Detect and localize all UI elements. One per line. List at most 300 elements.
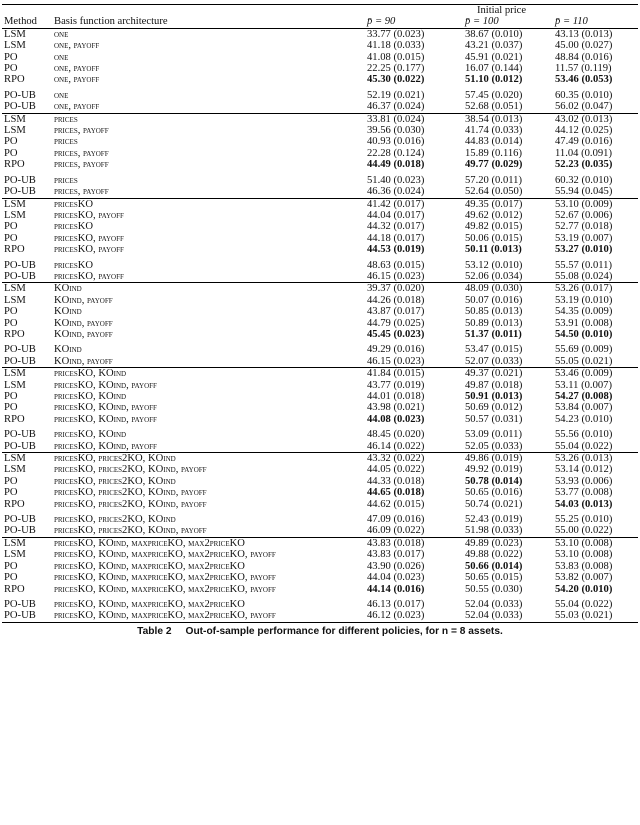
value-cell: 22.28 (0.124) [367,147,425,159]
value-cell: 52.43 (0.019) [465,514,523,526]
basis-cell: pricesKO, KOind, payoff [54,440,157,452]
method-cell: PO [4,560,18,572]
method-cell: LSM [2,198,52,210]
method-cell: PO [4,51,18,63]
value-cell: 53.27 (0.010) [555,244,613,256]
table-row [2,537,638,549]
method-cell: RPO [4,498,25,510]
method-cell: PO [4,391,18,402]
value-cell: 55.69 (0.009) [555,344,613,356]
method-cell: RPO [4,413,25,425]
value-cell: 49.92 (0.019) [465,464,523,476]
table-row [2,414,638,425]
basis-cell: one [54,89,69,101]
value-cell: 55.08 (0.024) [555,270,613,282]
basis-cell: pricesKO, prices2KO, KOind, payoff [54,464,207,476]
table-row [2,318,638,329]
method-cell: RPO [4,244,25,256]
value-cell: 54.23 (0.010) [555,413,613,425]
value-cell: 44.53 (0.019) [367,244,425,256]
value-cell: 44.26 (0.018) [367,294,425,306]
basis-cell: pricesKO, KOind, maxpriceKO, max2priceKO [54,598,245,610]
basis-cell: pricesKO [52,198,365,210]
basis-cell: pricesKO, prices2KO, KOind [54,475,176,487]
method-cell: PO-UB [2,610,52,622]
basis-cell: one, payoff [54,63,100,75]
method-cell: PO [4,487,18,499]
method-cell: LSM [4,209,26,221]
method-cell: PO-UB [4,344,36,356]
value-cell: 43.32 (0.022) [365,453,463,465]
basis-cell: pricesKO, KOind, payoff [54,379,157,391]
value-cell: 48.45 (0.020) [367,429,425,441]
table-row [2,244,638,255]
value-cell: 44.32 (0.017) [367,221,425,233]
table-row-upper-bound [2,175,638,186]
table-row [2,221,638,232]
value-cell: 51.40 (0.023) [367,174,425,186]
value-cell: 39.56 (0.030) [367,125,425,137]
method-cell: PO [4,136,18,148]
table-row-upper-bound [2,271,638,283]
method-cell: PO [4,306,18,318]
basis-cell: pricesKO, KOind, maxpriceKO, max2priceKO, payoff [54,549,276,561]
value-cell: 44.65 (0.018) [367,487,425,499]
value-cell: 53.10 (0.009) [553,198,638,210]
value-cell: 53.77 (0.008) [555,487,613,499]
header-group-row [2,5,638,17]
value-cell: 53.14 (0.012) [555,464,613,476]
table-row [2,40,638,51]
basis-cell: pricesKO, KOind [54,429,127,441]
basis-cell: KOind [54,344,82,356]
value-cell: 43.98 (0.021) [367,402,425,414]
table-row [2,368,638,380]
table-row [2,584,638,595]
value-cell: 41.84 (0.015) [365,368,463,380]
value-cell: 43.87 (0.017) [367,306,425,318]
value-cell: 49.89 (0.023) [463,537,553,549]
value-cell: 44.04 (0.017) [367,209,425,221]
value-cell: 41.18 (0.033) [367,40,425,52]
basis-cell: pricesKO, prices2KO, KOind [54,514,176,526]
value-cell: 55.04 (0.022) [555,598,613,610]
value-cell: 33.81 (0.024) [365,113,463,125]
method-cell: PO [4,63,18,75]
value-cell: 53.93 (0.006) [555,475,613,487]
value-cell: 46.37 (0.024) [367,101,425,113]
value-cell: 49.29 (0.016) [367,344,425,356]
value-cell: 43.02 (0.013) [553,113,638,125]
value-cell: 45.45 (0.023) [367,328,425,340]
value-cell: 46.36 (0.024) [367,186,425,198]
value-cell: 38.67 (0.010) [463,28,553,40]
basis-cell: pricesKO, KOind [54,391,127,402]
value-cell: 50.66 (0.014) [465,560,523,572]
value-cell: 50.55 (0.030) [465,583,523,595]
value-cell: 49.87 (0.018) [465,379,523,391]
basis-cell: pricesKO, KOind, maxpriceKO, max2priceKO, payoff [54,583,276,595]
table-row [2,28,638,40]
method-cell: PO [4,317,18,329]
value-cell: 54.35 (0.009) [555,306,613,318]
method-cell: PO-UB [4,525,36,537]
value-cell: 55.56 (0.010) [555,429,613,441]
table-row [2,233,638,244]
table-row [2,572,638,583]
results-table [2,4,638,623]
value-cell: 46.09 (0.022) [367,525,425,537]
value-cell: 53.11 (0.007) [555,379,612,391]
method-header: Method [2,16,52,28]
value-cell: 50.91 (0.013) [465,391,523,402]
value-cell: 33.77 (0.023) [365,28,463,40]
caption-label: Table 2 [137,625,172,637]
value-cell: 47.49 (0.016) [555,136,613,148]
method-cell: PO-UB [4,89,36,101]
value-cell: 43.90 (0.026) [367,560,425,572]
basis-cell: pricesKO, KOind, payoff [54,413,157,425]
method-cell: PO-UB [4,186,36,198]
basis-cell: KOind, payoff [54,328,113,340]
basis-cell: pricesKO, KOind, maxpriceKO, max2priceKO, payoff [52,610,365,622]
value-cell: 53.47 (0.015) [465,344,523,356]
table-row [2,464,638,475]
value-cell: 44.33 (0.018) [367,475,425,487]
basis-cell: KOind [54,306,82,318]
table-row [2,148,638,159]
value-cell: 60.32 (0.010) [555,174,613,186]
value-cell: 53.26 (0.013) [553,453,638,465]
value-cell: 44.05 (0.022) [367,464,425,476]
value-cell: 53.83 (0.008) [555,560,613,572]
basis-header: Basis function architecture [52,16,365,28]
value-cell: 55.00 (0.022) [555,525,613,537]
value-cell: 49.35 (0.017) [463,198,553,210]
value-cell: 16.07 (0.144) [465,63,523,75]
basis-cell: pricesKO, payoff [54,244,124,256]
basis-cell: KOind [52,283,365,295]
value-cell: 50.65 (0.015) [465,572,523,584]
method-cell: RPO [4,583,25,595]
basis-cell: prices [54,174,78,186]
basis-cell: pricesKO, KOind [52,368,365,380]
value-cell: 11.04 (0.091) [555,147,612,159]
value-cell: 52.23 (0.035) [555,159,613,171]
basis-cell: prices, payoff [54,147,109,159]
value-cell: 41.74 (0.033) [465,125,523,137]
value-cell: 53.10 (0.008) [553,537,638,549]
value-cell: 47.09 (0.016) [367,514,425,526]
basis-cell: pricesKO [54,221,94,233]
basis-cell: prices [52,113,365,125]
table-row [2,402,638,413]
basis-cell: one [52,28,365,40]
value-cell: 55.94 (0.045) [555,186,613,198]
value-cell: 55.57 (0.011) [555,259,612,271]
value-cell: 60.35 (0.010) [555,89,613,101]
value-cell: 49.86 (0.019) [463,453,553,465]
value-cell: 50.74 (0.021) [465,498,523,510]
table-row [2,136,638,147]
value-cell: 41.08 (0.015) [367,51,425,63]
table-row-upper-bound [2,525,638,537]
value-cell: 52.77 (0.018) [555,221,613,233]
basis-cell: pricesKO, prices2KO, KOind [52,453,365,465]
value-cell: 56.02 (0.047) [555,101,613,113]
value-cell: 50.69 (0.012) [465,402,523,414]
table-row-upper-bound [2,610,638,622]
value-cell: 52.07 (0.033) [465,355,523,367]
basis-cell: one, payoff [54,74,100,86]
method-cell: PO-UB [4,270,36,282]
value-cell: 55.04 (0.022) [555,440,613,452]
method-cell: PO-UB [4,598,36,610]
basis-cell: one [54,51,69,63]
table-body [2,28,638,622]
value-cell: 50.11 (0.013) [465,244,522,256]
value-cell: 46.12 (0.023) [365,610,463,622]
value-cell: 48.63 (0.015) [367,259,425,271]
value-cell: 44.62 (0.015) [367,498,425,510]
value-cell: 48.09 (0.030) [463,283,553,295]
value-cell: 52.06 (0.034) [465,270,523,282]
value-cell: 15.89 (0.116) [465,147,522,159]
value-cell: 53.09 (0.011) [465,429,522,441]
method-cell: PO [4,402,18,414]
table-row [2,198,638,210]
basis-cell: one, payoff [54,101,100,113]
method-cell: PO-UB [4,101,36,113]
table-row [2,487,638,498]
table-row [2,306,638,317]
price-100-header: p̄ = 100 [463,16,553,28]
basis-cell: prices, payoff [54,159,109,171]
method-cell: PO [4,572,18,584]
value-cell: 57.20 (0.011) [465,174,522,186]
value-cell: 51.10 (0.012) [465,74,523,86]
value-cell: 44.83 (0.014) [465,136,523,148]
value-cell: 52.64 (0.050) [465,186,523,198]
basis-cell: pricesKO, payoff [54,270,124,282]
value-cell: 46.15 (0.023) [367,355,425,367]
table-row [2,113,638,125]
value-cell: 46.15 (0.023) [367,270,425,282]
value-cell: 52.19 (0.021) [367,89,425,101]
value-cell: 43.77 (0.019) [367,379,425,391]
value-cell: 46.14 (0.022) [367,440,425,452]
table-row-upper-bound [2,186,638,198]
method-cell: PO-UB [4,355,36,367]
method-cell: RPO [4,74,25,86]
value-cell: 52.04 (0.033) [463,610,553,622]
value-cell: 50.06 (0.015) [465,232,523,244]
value-cell: 46.13 (0.017) [367,598,425,610]
basis-cell: pricesKO, KOind, maxpriceKO, max2priceKO, payoff [54,572,276,584]
table-row [2,74,638,85]
value-cell: 43.83 (0.018) [365,537,463,549]
table-row-upper-bound [2,441,638,453]
method-cell: LSM [4,294,26,306]
method-cell: LSM [4,549,26,561]
price-90-header: p̄ = 90 [365,16,463,28]
value-cell: 44.01 (0.018) [367,391,425,402]
value-cell: 44.08 (0.023) [367,413,425,425]
value-cell: 50.65 (0.016) [465,487,523,499]
value-cell: 52.67 (0.006) [555,209,613,221]
method-cell: LSM [2,28,52,40]
method-cell: LSM [2,283,52,295]
value-cell: 11.57 (0.119) [555,63,612,75]
method-cell: RPO [4,328,25,340]
basis-cell: pricesKO, payoff [54,232,124,244]
method-cell: LSM [4,40,26,52]
value-cell: 53.19 (0.010) [555,294,613,306]
basis-cell: KOind, payoff [54,294,113,306]
method-cell: PO-UB [4,259,36,271]
value-cell: 50.78 (0.014) [465,475,523,487]
value-cell: 45.91 (0.021) [465,51,523,63]
table-row [2,391,638,402]
value-cell: 52.05 (0.033) [465,440,523,452]
method-cell: LSM [2,113,52,125]
method-cell: LSM [2,537,52,549]
table-row [2,329,638,340]
value-cell: 49.62 (0.012) [465,209,523,221]
method-cell: LSM [2,453,52,465]
method-cell: PO-UB [4,174,36,186]
value-cell: 54.20 (0.010) [555,583,613,595]
method-cell: RPO [4,159,25,171]
basis-cell: prices, payoff [54,125,109,137]
method-cell: PO [4,221,18,233]
method-cell: LSM [2,368,52,380]
value-cell: 53.46 (0.009) [553,368,638,380]
basis-cell: pricesKO, payoff [54,209,124,221]
value-cell: 57.45 (0.020) [465,89,523,101]
basis-cell: pricesKO, KOind, maxpriceKO, max2priceKO [52,537,365,549]
table-row-upper-bound [2,429,638,440]
method-cell: LSM [4,125,26,137]
caption-text: Out-of-sample performance for different policies, for n = 8 assets. [185,625,503,637]
basis-cell: one, payoff [54,40,100,52]
basis-cell: KOind, payoff [54,355,113,367]
value-cell: 49.77 (0.029) [465,159,523,171]
value-cell: 53.84 (0.007) [555,402,613,414]
basis-cell: prices [54,136,78,148]
method-cell: PO [4,147,18,159]
table-row [2,476,638,487]
value-cell: 48.84 (0.016) [555,51,613,63]
value-cell: 45.00 (0.027) [555,40,613,52]
table-row [2,453,638,465]
table-row [2,52,638,63]
method-cell: LSM [4,379,26,391]
value-cell: 39.37 (0.020) [365,283,463,295]
value-cell: 51.37 (0.011) [465,328,522,340]
value-cell: 44.79 (0.025) [367,317,425,329]
table-row [2,499,638,510]
table-row [2,380,638,391]
initial-price-header: Initial price [365,5,638,17]
value-cell: 43.83 (0.017) [367,549,425,561]
table-row-upper-bound [2,344,638,355]
basis-cell: pricesKO, prices2KO, KOind, payoff [54,525,207,537]
value-cell: 54.27 (0.008) [555,391,613,402]
basis-cell: prices, payoff [54,186,109,198]
value-cell: 50.07 (0.016) [465,294,523,306]
value-cell: 52.68 (0.051) [465,101,523,113]
table-container [2,0,638,637]
table-row [2,561,638,572]
table-row-upper-bound [2,356,638,368]
value-cell: 49.37 (0.021) [463,368,553,380]
table-row [2,159,638,170]
method-cell: PO-UB [4,440,36,452]
value-cell: 51.98 (0.033) [465,525,523,537]
table-row-upper-bound [2,599,638,610]
method-cell: PO-UB [4,429,36,441]
table-row [2,549,638,560]
table-row-upper-bound [2,260,638,271]
value-cell: 54.50 (0.010) [555,328,613,340]
basis-cell: pricesKO [54,259,94,271]
value-cell: 53.82 (0.007) [555,572,613,584]
table-row-upper-bound [2,101,638,113]
value-cell: 40.93 (0.016) [367,136,425,148]
header-row [2,16,638,28]
value-cell: 50.89 (0.013) [465,317,523,329]
basis-cell: KOind, payoff [54,317,113,329]
basis-cell: pricesKO, KOind, payoff [54,402,157,414]
table-row [2,210,638,221]
value-cell: 22.25 (0.177) [367,63,425,75]
value-cell: 54.03 (0.013) [555,498,613,510]
value-cell: 50.57 (0.031) [465,413,523,425]
value-cell: 53.10 (0.008) [555,549,613,561]
table-row [2,125,638,136]
value-cell: 50.85 (0.013) [465,306,523,318]
value-cell: 53.26 (0.017) [553,283,638,295]
value-cell: 44.49 (0.018) [367,159,425,171]
method-cell: PO-UB [4,514,36,526]
method-cell: LSM [4,464,26,476]
basis-cell: pricesKO, KOind, maxpriceKO, max2priceKO [54,560,245,572]
value-cell: 55.05 (0.021) [555,355,613,367]
method-cell: PO [4,232,18,244]
value-cell: 43.13 (0.013) [553,28,638,40]
method-cell: PO [4,475,18,487]
value-cell: 55.25 (0.010) [555,514,613,526]
value-cell: 41.42 (0.017) [365,198,463,210]
value-cell: 53.19 (0.007) [555,232,613,244]
value-cell: 53.91 (0.008) [555,317,613,329]
basis-cell: pricesKO, prices2KO, KOind, payoff [54,487,207,499]
table-caption [2,626,638,637]
table-row [2,295,638,306]
value-cell: 38.54 (0.013) [463,113,553,125]
value-cell: 44.18 (0.017) [367,232,425,244]
basis-cell: pricesKO, prices2KO, KOind, payoff [54,498,207,510]
value-cell: 55.03 (0.021) [553,610,638,622]
table-row-upper-bound [2,90,638,101]
value-cell: 49.82 (0.015) [465,221,523,233]
value-cell: 49.88 (0.022) [465,549,523,561]
value-cell: 52.04 (0.033) [465,598,523,610]
table-row [2,63,638,74]
table-row-upper-bound [2,514,638,525]
value-cell: 45.30 (0.022) [367,74,425,86]
